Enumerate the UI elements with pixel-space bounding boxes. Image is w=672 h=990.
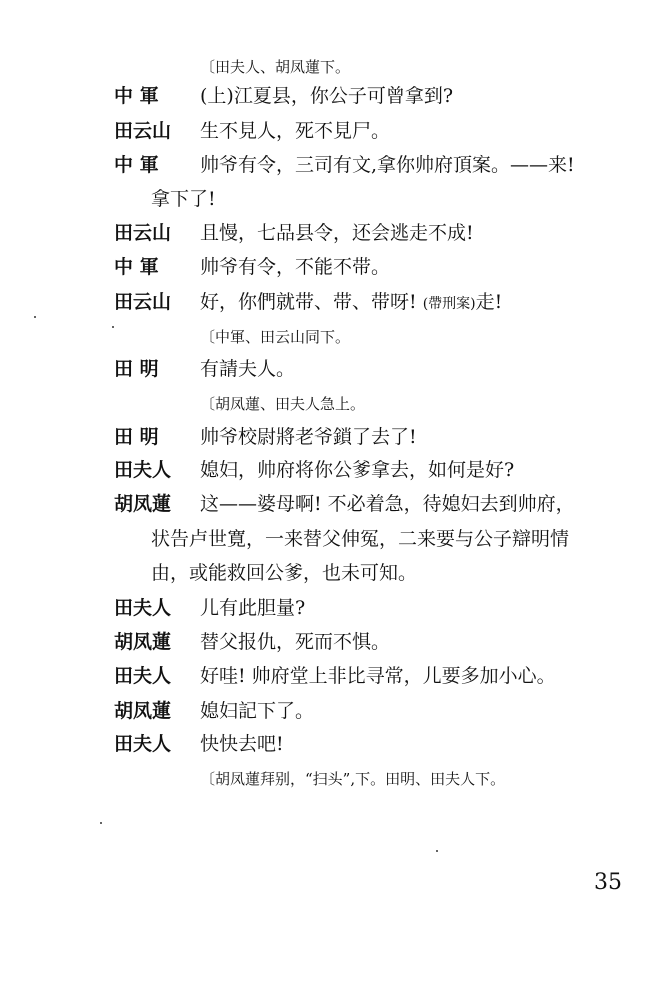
speech-continuation-text: 状告卢世寛，一来替父伸冤，二来要与公子辯明情 <box>151 528 570 550</box>
speech-text: (上)江夏县，你公子可曾拿到? <box>200 85 454 107</box>
scan-speck <box>100 822 102 824</box>
continuation-line <box>0 556 672 590</box>
speaker-name: 中 軍 <box>114 154 159 176</box>
speech-text: 好哇! 帅府堂上非比寻常，儿要多加小心。 <box>200 665 556 687</box>
speech-text: 媳妇，帅府将你公爹拿去，如何是好? <box>200 459 515 481</box>
speaker-name: 中 軍 <box>114 85 159 107</box>
stage-direction-text: 〔胡凤蓮、田夫人急上。 <box>200 395 366 413</box>
speaker-name: 田 明 <box>114 358 159 380</box>
speaker-name: 田夫人 <box>114 459 172 481</box>
speech-text: 帅爷有令，不能不带。 <box>200 256 391 278</box>
speech-text: 替父报仇，死而不惧。 <box>200 631 391 653</box>
speaker-name: 田云山 <box>114 222 172 244</box>
speech-text: 快快去吧! <box>200 733 284 755</box>
dialogue-line <box>0 250 672 284</box>
stage-direction <box>0 320 672 354</box>
speaker-name: 田夫人 <box>114 733 172 755</box>
dialogue-line <box>0 453 672 487</box>
speech-text: 儿有此胆量? <box>200 597 306 619</box>
speaker-name: 胡凤蓮 <box>114 700 172 722</box>
dialogue-line <box>0 420 672 454</box>
scan-speck <box>112 326 114 328</box>
dialogue-line <box>0 114 672 148</box>
speaker-name: 中 軍 <box>114 256 159 278</box>
speaker-name: 田云山 <box>114 120 172 142</box>
stage-direction-text: 〔胡凤蓮拜别，“扫头”,下。田明、田夫人下。 <box>200 770 506 788</box>
speech-text: 生不見人，死不見尸。 <box>200 120 391 142</box>
speech-continuation-text: 由，或能救回公爹，也未可知。 <box>151 562 418 584</box>
speech-text: 帅爷校尉將老爷鎖了去了! <box>200 426 417 448</box>
dialogue-line <box>0 216 672 250</box>
inline-stage-note: (帶刑案) <box>422 296 476 312</box>
speaker-name: 田夫人 <box>114 665 172 687</box>
stage-direction-text: 〔中軍、田云山同下。 <box>200 328 351 346</box>
page-number: 35 <box>594 870 622 895</box>
speech-text-with-note <box>200 285 502 321</box>
dialogue-line <box>0 79 672 113</box>
dialogue-line <box>0 694 672 728</box>
speech-text: 媳妇記下了。 <box>200 700 315 722</box>
speech-text: 有請夫人。 <box>200 358 296 380</box>
dialogue-line <box>0 487 672 521</box>
speech-continuation-text: 拿下了! <box>151 188 216 210</box>
speech-text: 这——婆母啊! 不必着急，待媳妇去到帅府， <box>200 493 575 515</box>
dialogue-line <box>0 591 672 625</box>
dialogue-line <box>0 285 672 319</box>
dialogue-line <box>0 659 672 693</box>
continuation-line <box>0 182 672 216</box>
speaker-name: 田夫人 <box>114 597 172 619</box>
stage-direction-text: 〔田夫人、胡凤蓮下。 <box>200 58 351 76</box>
dialogue-line <box>0 625 672 659</box>
speech-text: 帅爷有令，三司有文,拿你帅府頂案。——来! <box>200 154 575 176</box>
speaker-name: 胡凤蓮 <box>114 631 172 653</box>
dialogue-line <box>0 148 672 182</box>
dialogue-line <box>0 352 672 386</box>
speaker-name: 田云山 <box>114 291 172 313</box>
speaker-name: 胡凤蓮 <box>114 493 172 515</box>
stage-direction <box>0 387 672 421</box>
continuation-line <box>0 522 672 556</box>
dialogue-line <box>0 727 672 761</box>
speaker-name: 田 明 <box>114 426 159 448</box>
speech-text: 好，你們就带、带、带呀! <box>200 291 417 313</box>
speech-text-tail: 走! <box>475 291 503 313</box>
stage-direction <box>0 762 672 796</box>
scan-speck <box>436 850 438 852</box>
scan-speck <box>34 316 36 318</box>
speech-text: 且慢，七品县令，还会逃走不成! <box>200 222 474 244</box>
